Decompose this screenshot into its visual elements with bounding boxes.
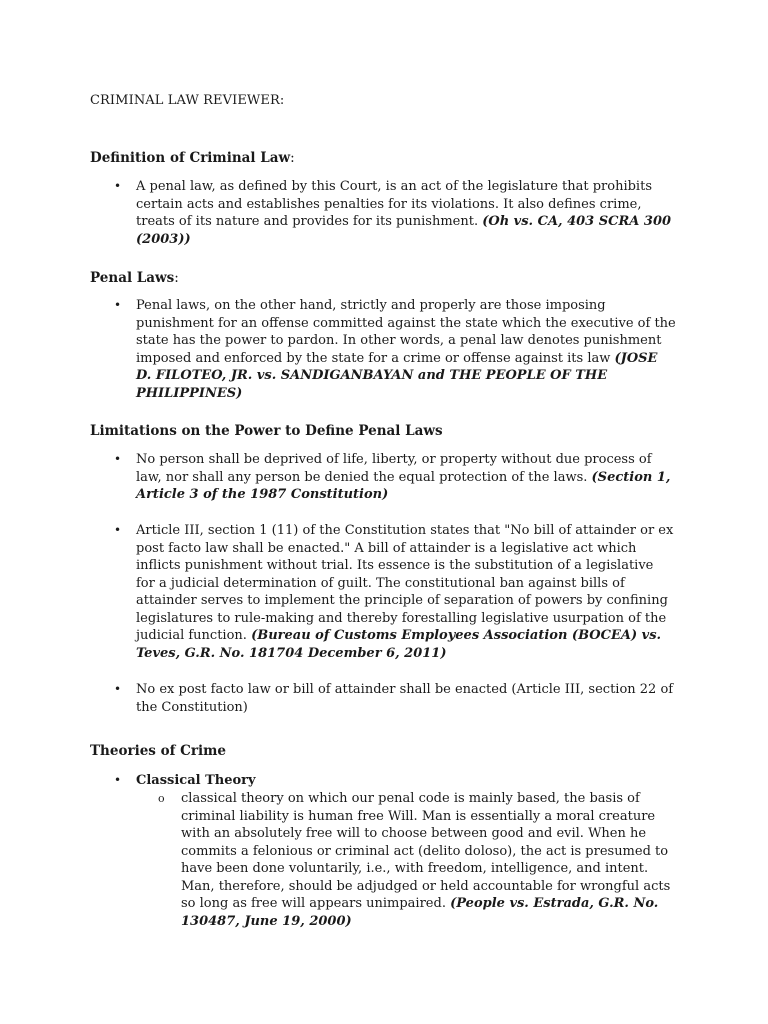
bullet-icon: • [114, 298, 122, 312]
heading-theories: Theories of Crime [90, 743, 226, 759]
bullet-icon: • [114, 773, 122, 787]
heading-limitations: Limitations on the Power to Define Penal Laws [90, 423, 443, 439]
bullet-icon: • [114, 452, 122, 466]
case-citation: (JOSE D. FILOTEO, JR. vs. SANDIGANBAYAN and THE PEOPLE OF THE PHILIPPINES) [136, 350, 658, 401]
heading-definition-text: Definition of Criminal Law [90, 150, 291, 166]
bullet-icon: • [114, 682, 122, 696]
sub-list-item [181, 790, 681, 930]
item-text: A penal law, as defined by this Court, is an act of the legislature that prohibits certain acts and establishes penalties for its violations. It also defines crime, treats of its nature and provides for its punishment. [136, 179, 652, 229]
hollow-bullet-icon: o [158, 792, 165, 805]
heading-penal-laws [90, 270, 179, 286]
item-text: No person shall be deprived of life, liberty, or property without due process of law, nor shall any person be denied the equal protection of the laws. [136, 452, 652, 485]
heading-penal-laws-colon: : [174, 270, 179, 286]
theory-label: Classical Theory [136, 773, 256, 788]
item-text: classical theory on which our penal code is mainly based, the basis of criminal liability is human free Will. Man is essentially a moral creature with an absolutely free will to choose between good and evil. When he commits a felonious or criminal act (delito doloso), the act is presumed to have been done voluntarily, i.e., with freedom, intelligence, and intent. Man, therefore, should be adjudged or held accountable for wrongful acts so long as free will appears unimpaired. [181, 791, 671, 911]
list-item [136, 681, 676, 716]
item-text: No ex post facto law or bill of attainder shall be enacted (Article III, section 22 of the Constitution) [136, 682, 674, 715]
list-item [136, 178, 676, 248]
item-text: Article III, section 1 (11) of the Constitution states that "No bill of attainder or ex post facto law shall be enacted." A bill of attainder is a legislative act which inflicts punishment without trial. Its essence is the substitution of a legislative for a judicial determination of guilt. The constitutional ban against bills of attainder serves to implement the principle of separation of powers by confining legislatures to rule-making and thereby forestalling legislative usurpation of the judicial function. [136, 523, 674, 643]
document-title: CRIMINAL LAW REVIEWER: [90, 93, 285, 108]
list-item [136, 522, 676, 662]
bullet-icon: • [114, 179, 122, 193]
case-citation: (Oh vs. CA, 403 SCRA 300 (2003)) [136, 214, 672, 247]
heading-penal-laws-text: Penal Laws [90, 270, 175, 286]
list-item [136, 451, 676, 504]
case-citation: (Bureau of Customs Employees Association (BOCEA) vs. Teves, G.R. No. 181704 December 6, 2011) [136, 628, 662, 661]
constitution-citation: (Section 1, Article 3 of the 1987 Constitution) [136, 469, 671, 502]
bullet-icon: • [114, 523, 122, 537]
case-citation: (People vs. Estrada, G.R. No. 130487, June 19, 2000) [181, 896, 659, 929]
heading-definition-colon: : [290, 150, 295, 166]
heading-definition [90, 150, 295, 166]
item-text: Penal laws, on the other hand, strictly and properly are those imposing punishment for an offense committed against the state which the executive of the state has the power to pardon. In other words, a penal law denotes punishment imposed and enforced by the state for a crime or offense against its law [136, 298, 676, 366]
list-item [136, 297, 676, 402]
